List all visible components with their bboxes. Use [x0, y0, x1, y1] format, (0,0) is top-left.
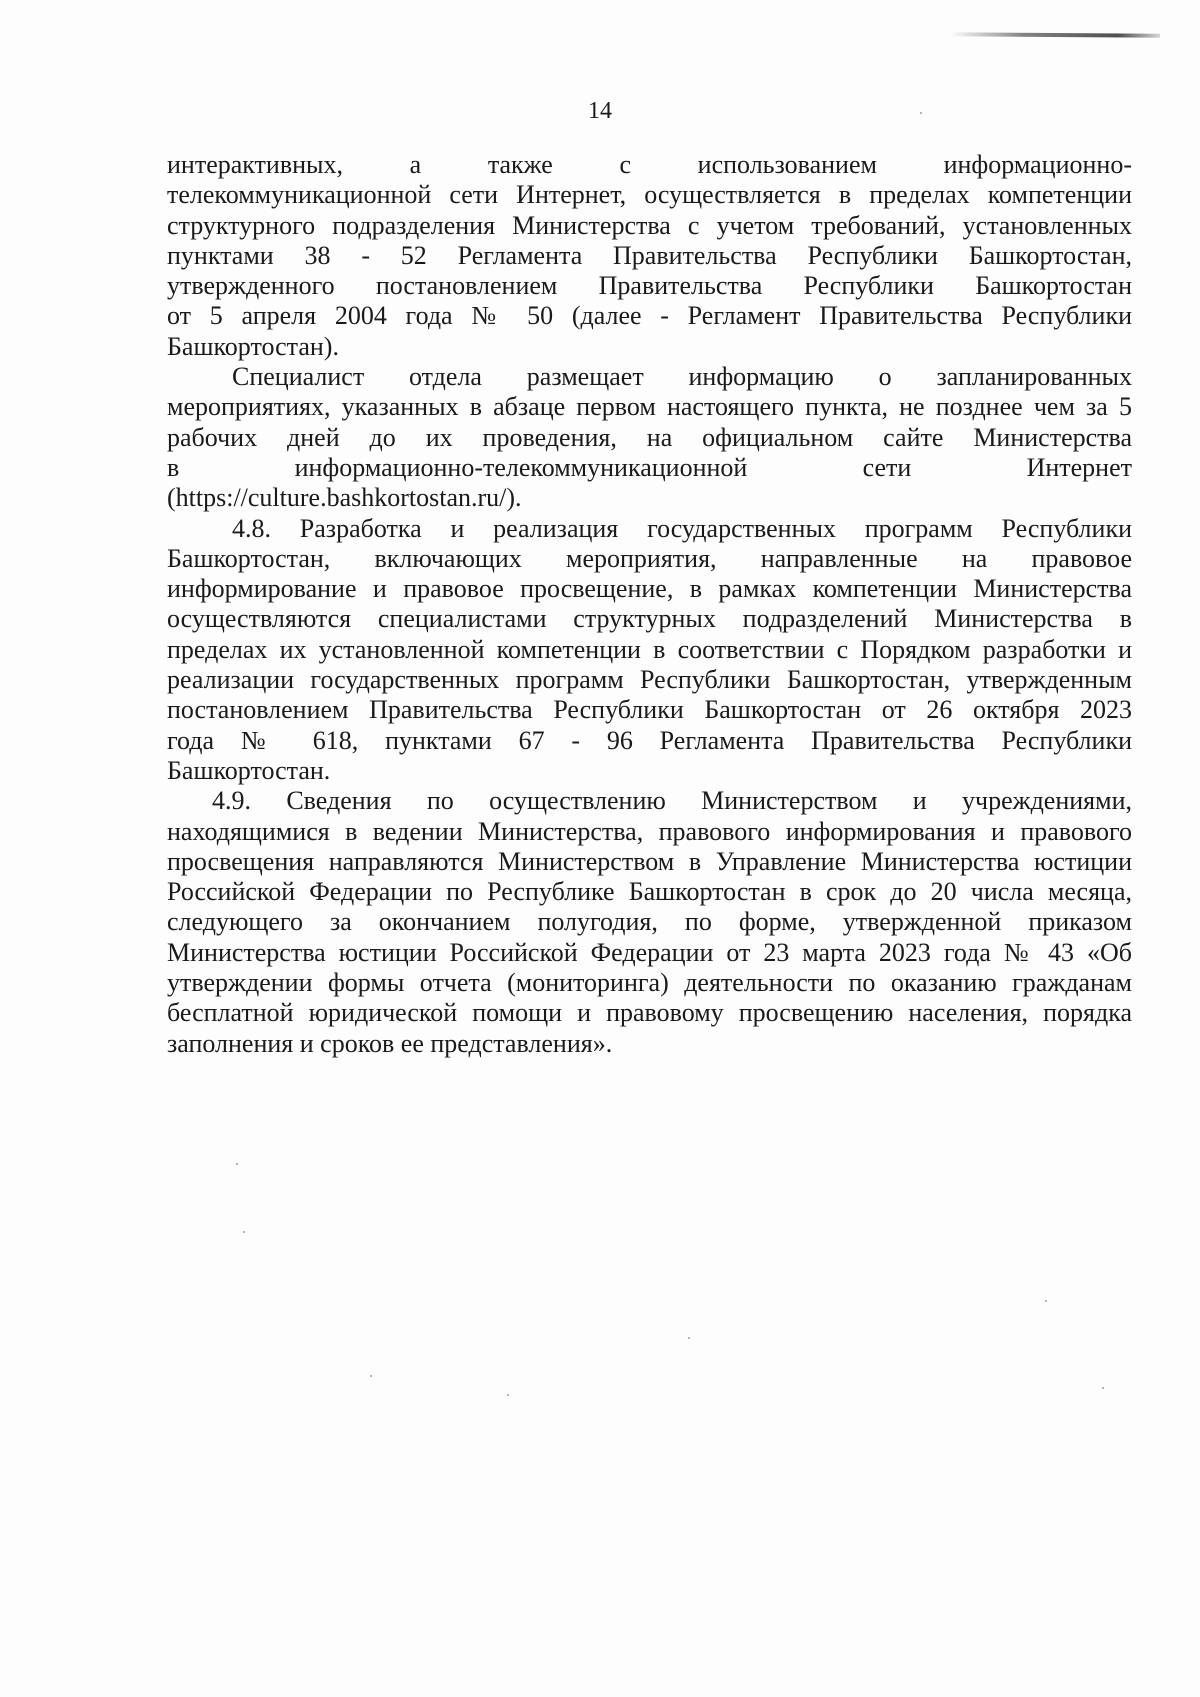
text-line: информирование и правовое просвещение, в рамках компетенции Министерства — [167, 574, 1132, 604]
scan-speck — [688, 1337, 690, 1339]
text-line: Российской Федерации по Республике Башкортостан в срок до 20 числа месяца, — [167, 877, 1132, 907]
text-line: бесплатной юридической помощи и правовому просвещению населения, порядка — [167, 998, 1132, 1028]
scan-speck — [236, 1163, 238, 1165]
text-line: Министерства юстиции Российской Федерации от 23 марта 2023 года № 43 «Об — [167, 937, 1132, 967]
paragraph-3 — [167, 514, 1132, 787]
text-line: утвержденного постановлением Правительства Республики Башкортостан — [167, 271, 1132, 301]
text-line: интерактивных, а также с использованием информационно- — [167, 150, 1132, 179]
scan-speck — [1102, 1387, 1104, 1389]
text-line: 4.9. Сведения по осуществлению Министерством и учреждениями, — [212, 786, 1132, 816]
scan-speck — [920, 112, 922, 114]
document-body — [167, 150, 1132, 1059]
paragraph-1 — [167, 150, 1132, 362]
text-line: телекоммуникационной сети Интернет, осуществляется в пределах компетенции — [167, 180, 1132, 210]
page-number: 14 — [588, 98, 612, 124]
scan-speck — [243, 1231, 245, 1233]
text-line: осуществляются специалистами структурных подразделений Министерства в — [167, 604, 1132, 634]
text-line: пределах их установленной компетенции в соответствии с Порядком разработки и — [167, 634, 1132, 664]
text-line: Башкортостан). — [167, 331, 339, 361]
text-line: утверждении формы отчета (мониторинга) деятельности по оказанию гражданам — [167, 968, 1132, 998]
text-line: заполнения и сроков ее представления». — [167, 1028, 613, 1058]
scan-speck — [1045, 1300, 1047, 1302]
text-line: рабочих дней до их проведения, на официальном сайте Министерства — [167, 422, 1132, 452]
text-line: Башкортостан. — [167, 755, 331, 785]
text-line: Башкортостан, включающих мероприятия, направленные на правовое — [167, 543, 1132, 573]
text-line: (https://culture.bashkortostan.ru/). — [167, 483, 522, 513]
scan-speck — [370, 1375, 372, 1377]
paragraph-2 — [167, 362, 1132, 513]
scan-speck — [507, 1394, 509, 1396]
text-line: мероприятиях, указанных в абзаце первом настоящего пункта, не позднее чем за 5 — [167, 392, 1132, 422]
text-line: просвещения направляются Министерством в Управление Министерства юстиции — [167, 846, 1132, 876]
text-line: года № 618, пунктами 67 - 96 Регламента Правительства Республики — [167, 725, 1132, 755]
text-line: Специалист отдела размещает информацию о запланированных — [232, 362, 1132, 392]
paragraph-4 — [167, 786, 1132, 1059]
text-line: реализации государственных программ Республики Башкортостан, утвержденным — [167, 665, 1132, 695]
text-line: постановлением Правительства Республики Башкортостан от 26 октября 2023 — [167, 695, 1132, 725]
text-line: пунктами 38 - 52 Регламента Правительства Республики Башкортостан, — [167, 240, 1132, 270]
text-line: 4.8. Разработка и реализация государственных программ Республики — [232, 513, 1132, 543]
text-line: в информационно-телекоммуникационной сети Интернет — [167, 452, 1132, 482]
text-line: структурного подразделения Министерства с учетом требований, установленных — [167, 210, 1132, 240]
scan-artifact-line — [950, 32, 1160, 37]
text-line: следующего за окончанием полугодия, по форме, утвержденной приказом — [167, 907, 1132, 937]
text-line: находящимися в ведении Министерства, правового информирования и правового — [167, 816, 1132, 846]
text-line: от 5 апреля 2004 года № 50 (далее - Регламент Правительства Республики — [167, 301, 1132, 331]
